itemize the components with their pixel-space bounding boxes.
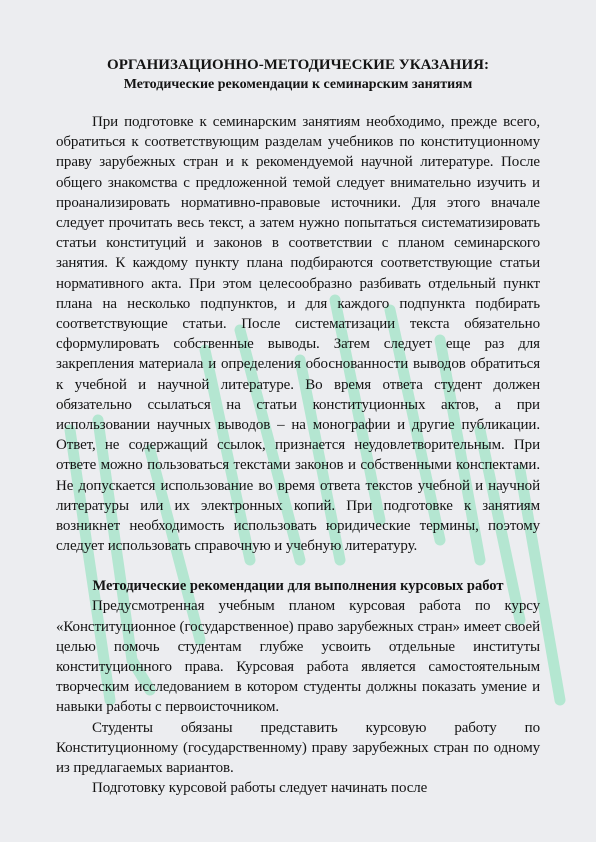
page-subtitle: Методические рекомендации к семинарским занятиям bbox=[123, 77, 473, 92]
document-page bbox=[56, 56, 540, 799]
coursework-paragraph-1: Предусмотренная учебным планом курсовая работа по курсу «Конституционное (государственное) право зарубежных стран» имеет своей целью помочь студентам глубже усвоить отдельные институты конституционного права. Курсовая работа является самостоятельным творческим исследованием в котором студенты должны показать умение и навыки работы с первоисточником. bbox=[56, 598, 540, 716]
coursework-paragraph-3: Подготовку курсовой работы следует начинать после bbox=[92, 780, 428, 797]
coursework-paragraph-2: Студенты обязаны представить курсовую работу по Конституционному (государственному) праву зарубежных стран по одному из предлагаемых вариантов. bbox=[56, 719, 540, 777]
section-heading-coursework: Методические рекомендации для выполнения курсовых работ bbox=[92, 578, 504, 595]
page-title: ОРГАНИЗАЦИОННО-МЕТОДИЧЕСКИЕ УКАЗАНИЯ: bbox=[107, 57, 489, 73]
seminar-paragraph: При подготовке к семинарским занятиям необходимо, прежде всего, обратиться к соответствующим разделам учебников по конституционному праву зарубежных стран и к рекомендуемой научной литературе. После общего знакомства с предложенной темой следует внимательно изучить и проанализировать нормативно-правовые источники. Для этого вначале следует прочитать весь текст, а затем нужно попытаться систематизировать статьи конституций и законов в соответствии с планом семинарского занятия. К каждому пункту плана подбираются соответствующие статьи нормативного акта. При этом целесообразно разбивать отдельный пункт плана на несколько подпунктов, и для каждого подпункта подбирать соответствующие статьи. После систематизации текста обязательно сформулировать собственные выводы. Затем следует еще раз для закрепления материала и определения обоснованности выводов обратиться к учебной и научной литературе. Во время ответа студент должен обязательно ссылаться на статьи конституционных актов, а при использовании научных выводов – на монографии и другие публикации. Ответ, не содержащий ссылок, признается неудовлетворительным. При ответе можно пользоваться текстами законов и собственными конспектами. Не допускается использование во время ответа текстов учебной и научной литературы или их электронных копий. При подготовке к занятиям возникнет необходимость использовать юридические термины, поэтому следует использовать справочную и учебную литературу. bbox=[56, 114, 540, 555]
